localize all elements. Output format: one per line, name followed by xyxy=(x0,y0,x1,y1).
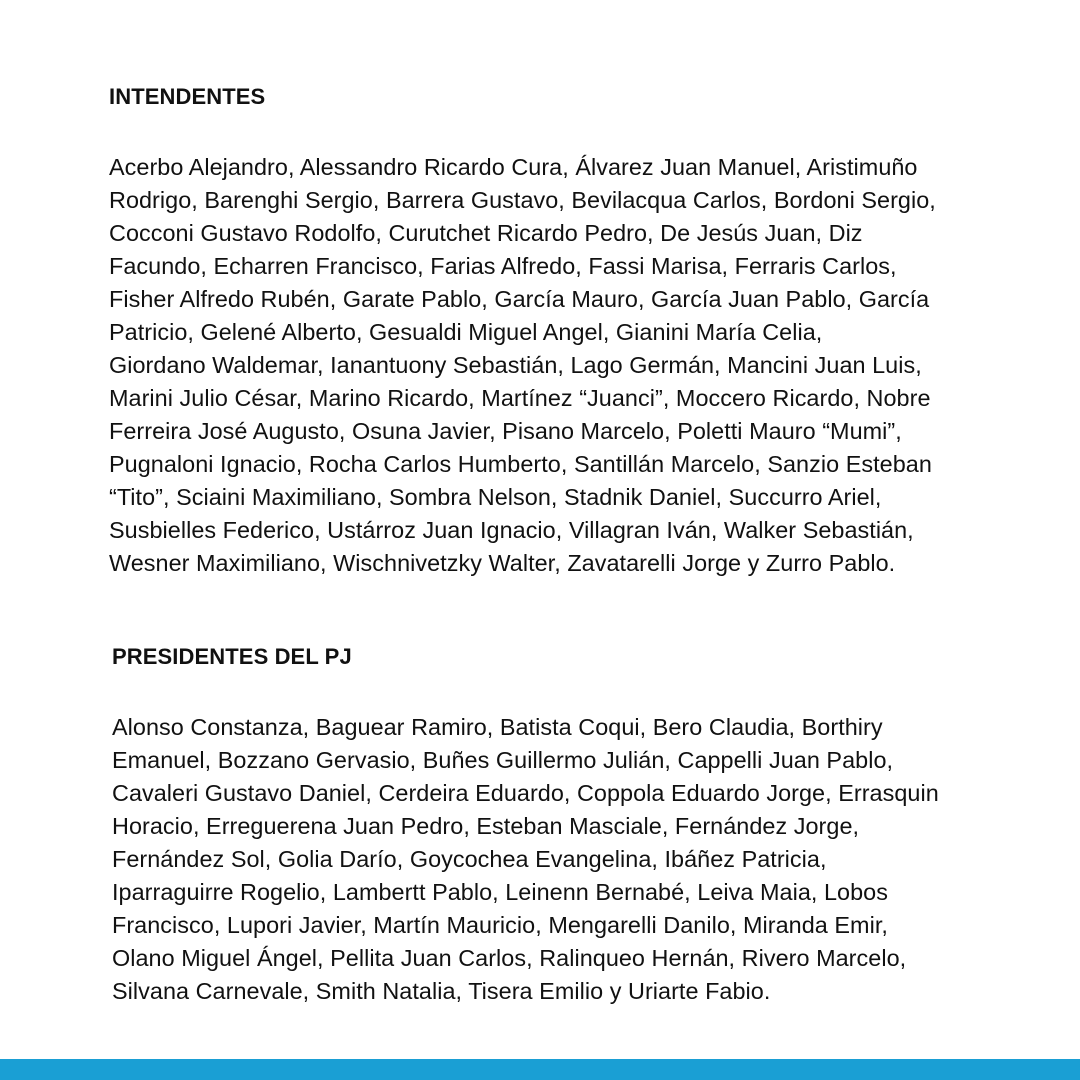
name-list-line: Marini Julio César, Marino Ricardo, Martínez “Juanci”, Moccero Ricardo, Nobre xyxy=(109,385,931,411)
name-list-line: Horacio, Erreguerena Juan Pedro, Esteban Masciale, Fernández Jorge, xyxy=(112,813,860,839)
name-list-line: Olano Miguel Ángel, Pellita Juan Carlos, Ralinqueo Hernán, Rivero Marcelo, xyxy=(112,945,907,971)
name-list-line: Wesner Maximiliano, Wischnivetzky Walter, Zavatarelli Jorge y Zurro Pablo. xyxy=(109,550,896,576)
bottom-accent-bar xyxy=(0,1059,1080,1080)
name-list-line: Facundo, Echarren Francisco, Farias Alfredo, Fassi Marisa, Ferraris Carlos, xyxy=(109,253,897,279)
name-list-line: Francisco, Lupori Javier, Martín Mauricio, Mengarelli Danilo, Miranda Emir, xyxy=(112,912,888,938)
name-list-line: Fernández Sol, Golia Darío, Goycochea Evangelina, Ibáñez Patricia, xyxy=(112,846,827,872)
presidentes-pj-name-list xyxy=(112,711,1007,1008)
name-list-line: Susbielles Federico, Ustárroz Juan Ignacio, Villagran Iván, Walker Sebastián, xyxy=(109,517,914,543)
name-list-line: Fisher Alfredo Rubén, Garate Pablo, García Mauro, García Juan Pablo, García xyxy=(109,286,930,312)
name-list-line: Cocconi Gustavo Rodolfo, Curutchet Ricardo Pedro, De Jesús Juan, Diz xyxy=(109,220,863,246)
name-list-line: Silvana Carnevale, Smith Natalia, Tisera Emilio y Uriarte Fabio. xyxy=(112,978,771,1004)
name-list-line: Patricio, Gelené Alberto, Gesualdi Miguel Angel, Gianini María Celia, xyxy=(109,319,823,345)
name-list-line: Iparraguirre Rogelio, Lambertt Pablo, Leinenn Bernabé, Leiva Maia, Lobos xyxy=(112,879,888,905)
intendentes-name-list xyxy=(109,151,1004,580)
presidentes-pj-section xyxy=(112,642,1007,1008)
intendentes-section xyxy=(109,82,1004,580)
name-list-line: Ferreira José Augusto, Osuna Javier, Pisano Marcelo, Poletti Mauro “Mumi”, xyxy=(109,418,902,444)
name-list-line: Rodrigo, Barenghi Sergio, Barrera Gustavo, Bevilacqua Carlos, Bordoni Sergio, xyxy=(109,187,936,213)
intendentes-heading: INTENDENTES xyxy=(109,84,266,109)
name-list-line: Pugnaloni Ignacio, Rocha Carlos Humberto, Santillán Marcelo, Sanzio Esteban xyxy=(109,451,932,477)
name-list-line: Giordano Waldemar, Ianantuony Sebastián, Lago Germán, Mancini Juan Luis, xyxy=(109,352,922,378)
name-list-line: Alonso Constanza, Baguear Ramiro, Batista Coqui, Bero Claudia, Borthiry xyxy=(112,714,883,740)
name-list-line: Cavaleri Gustavo Daniel, Cerdeira Eduardo, Coppola Eduardo Jorge, Errasquin xyxy=(112,780,939,806)
name-list-line: Emanuel, Bozzano Gervasio, Buñes Guillermo Julián, Cappelli Juan Pablo, xyxy=(112,747,894,773)
presidentes-pj-heading: PRESIDENTES DEL PJ xyxy=(112,644,352,669)
name-list-line: Acerbo Alejandro, Alessandro Ricardo Cura, Álvarez Juan Manuel, Aristimuño xyxy=(109,154,918,180)
name-list-line: “Tito”, Sciaini Maximiliano, Sombra Nelson, Stadnik Daniel, Succurro Ariel, xyxy=(109,484,882,510)
